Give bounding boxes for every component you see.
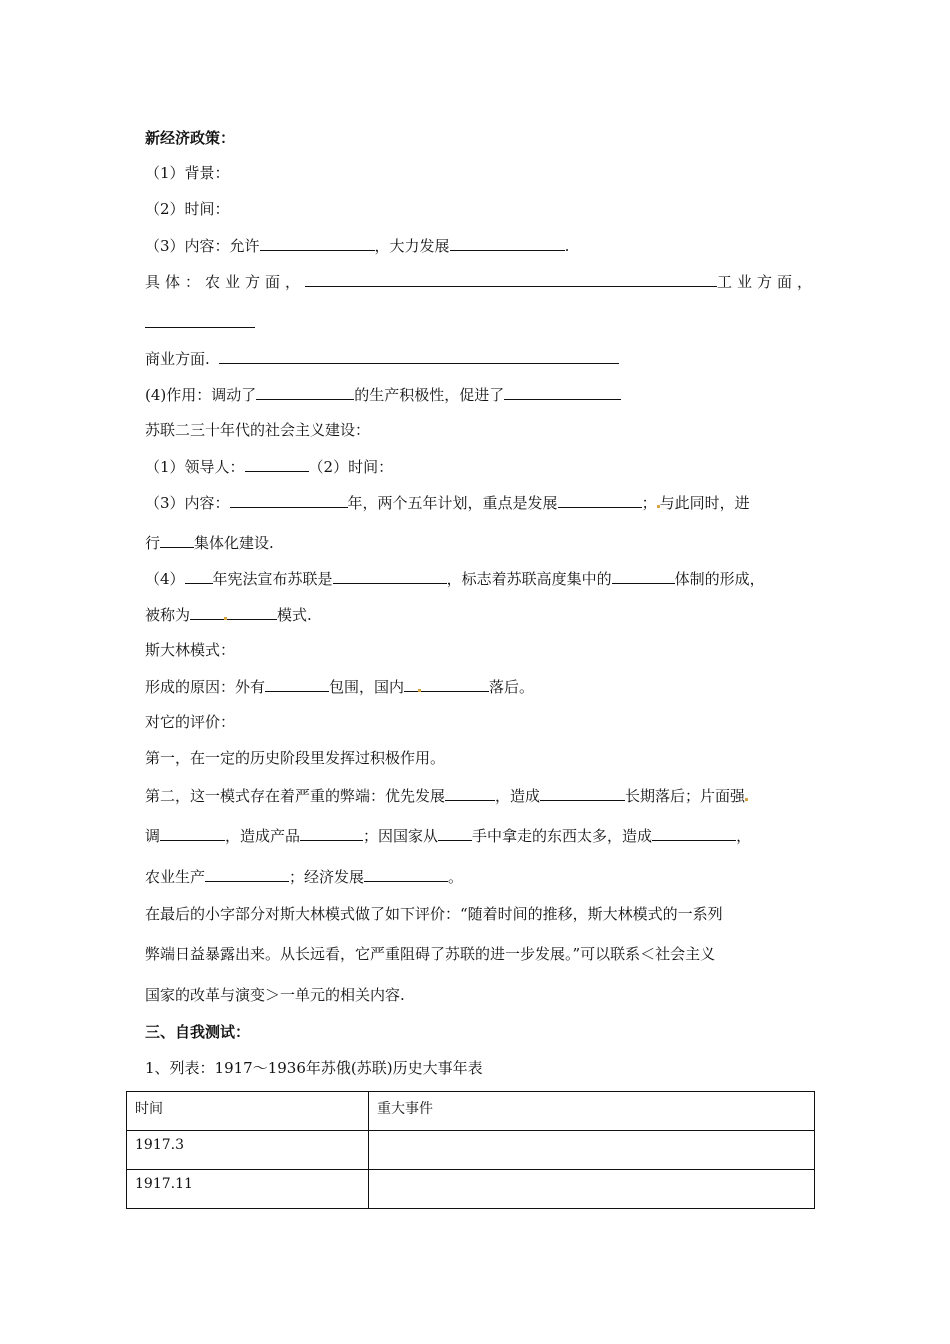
table-header-row	[127, 1092, 815, 1131]
blank	[227, 604, 277, 620]
header-events: 重大事件	[369, 1092, 815, 1131]
nep-content: （3）内容：允许 ，大力发展 .	[145, 237, 570, 255]
blank	[205, 866, 289, 882]
blank	[305, 271, 717, 287]
stalin-eval-second-cont: 调 ，造成产品 ；因国家从 手中拿走的东西太多，造成 ，	[145, 827, 752, 845]
nep-specifics: 具体：农业方面， 工业方面，	[145, 273, 818, 291]
ussr-content: （3）内容： 年，两个五年计划，重点是发展 ； 与此同时，进	[145, 494, 750, 512]
stalin-title: 斯大林模式：	[145, 641, 236, 659]
header-time: 时间	[127, 1092, 369, 1131]
nep-time: （2）时间：	[145, 200, 230, 218]
table-row	[127, 1131, 815, 1170]
stalin-note-line-2: 弊端日益暴露出来。从长远看，它严重阻碍了苏联的进一步发展。”可以联系＜社会主义	[145, 945, 716, 963]
blank	[300, 825, 363, 841]
blank	[265, 676, 329, 692]
test-question-1: 1、列表：1917～1936年苏俄(苏联)历史大事年表	[145, 1059, 483, 1077]
blank	[219, 348, 619, 364]
blank	[185, 568, 213, 584]
stalin-note-line-3: 国家的改革与演变＞一单元的相关内容.	[145, 986, 405, 1004]
row-time: 1917.11	[127, 1170, 369, 1209]
blank	[438, 825, 472, 841]
nep-effect: (4)作用：调动了 的生产积极性，促进了	[145, 384, 621, 405]
blank	[504, 384, 621, 400]
table-row	[127, 1170, 815, 1209]
blank	[404, 676, 418, 692]
nep-title: 新经济政策：	[145, 129, 236, 147]
stalin-eval-first: 第一，在一定的历史阶段里发挥过积极作用。	[145, 749, 446, 767]
blank	[145, 312, 255, 328]
timeline-table	[126, 1091, 815, 1209]
row-event	[369, 1170, 815, 1209]
ussr-leader-time: （1）领导人： （2）时间：	[145, 458, 394, 476]
stalin-note-line-1: 在最后的小字部分对斯大林模式做了如下评价：“随着时间的推移，斯大林模式的一系列	[145, 905, 723, 923]
blank	[160, 532, 194, 548]
blank	[450, 235, 565, 251]
stalin-cause: 形成的原因：外有 包围，国内 落后。	[145, 678, 535, 696]
blank	[256, 384, 354, 400]
blank	[190, 604, 224, 620]
blank	[160, 825, 225, 841]
blank	[652, 825, 736, 841]
blank	[260, 235, 375, 251]
blank	[245, 456, 309, 472]
ussr-constitution: （4） 年宪法宣布苏联是 ，标志着苏联高度集中的 体制的形成，	[145, 570, 765, 588]
nep-industry-blank	[145, 312, 255, 333]
blank	[364, 866, 448, 882]
test-title: 三、自我测试：	[145, 1023, 251, 1041]
row-event	[369, 1131, 815, 1170]
ussr-content-cont: 行 集体化建设.	[145, 534, 274, 552]
stalin-eval-title: 对它的评价：	[145, 713, 236, 731]
stalin-eval-second-end: 农业生产 ；经济发展 。	[145, 868, 464, 886]
blank	[558, 492, 642, 508]
stalin-eval-second: 第二，这一模式存在着严重的弊端：优先发展 ，造成 长期落后；片面强	[145, 785, 748, 806]
blank	[540, 785, 625, 801]
nep-commerce: 商业方面.	[145, 348, 619, 369]
blank	[445, 785, 495, 801]
ussr-title: 苏联二三十年代的社会主义建设：	[145, 421, 371, 439]
blank	[333, 568, 447, 584]
blank	[230, 492, 348, 508]
ussr-model-name: 被称为 模式.	[145, 606, 312, 624]
blank	[421, 676, 489, 692]
mark	[745, 798, 748, 801]
nep-background: （1）背景：	[145, 164, 230, 182]
row-time: 1917.3	[127, 1131, 369, 1170]
blank	[612, 568, 675, 584]
